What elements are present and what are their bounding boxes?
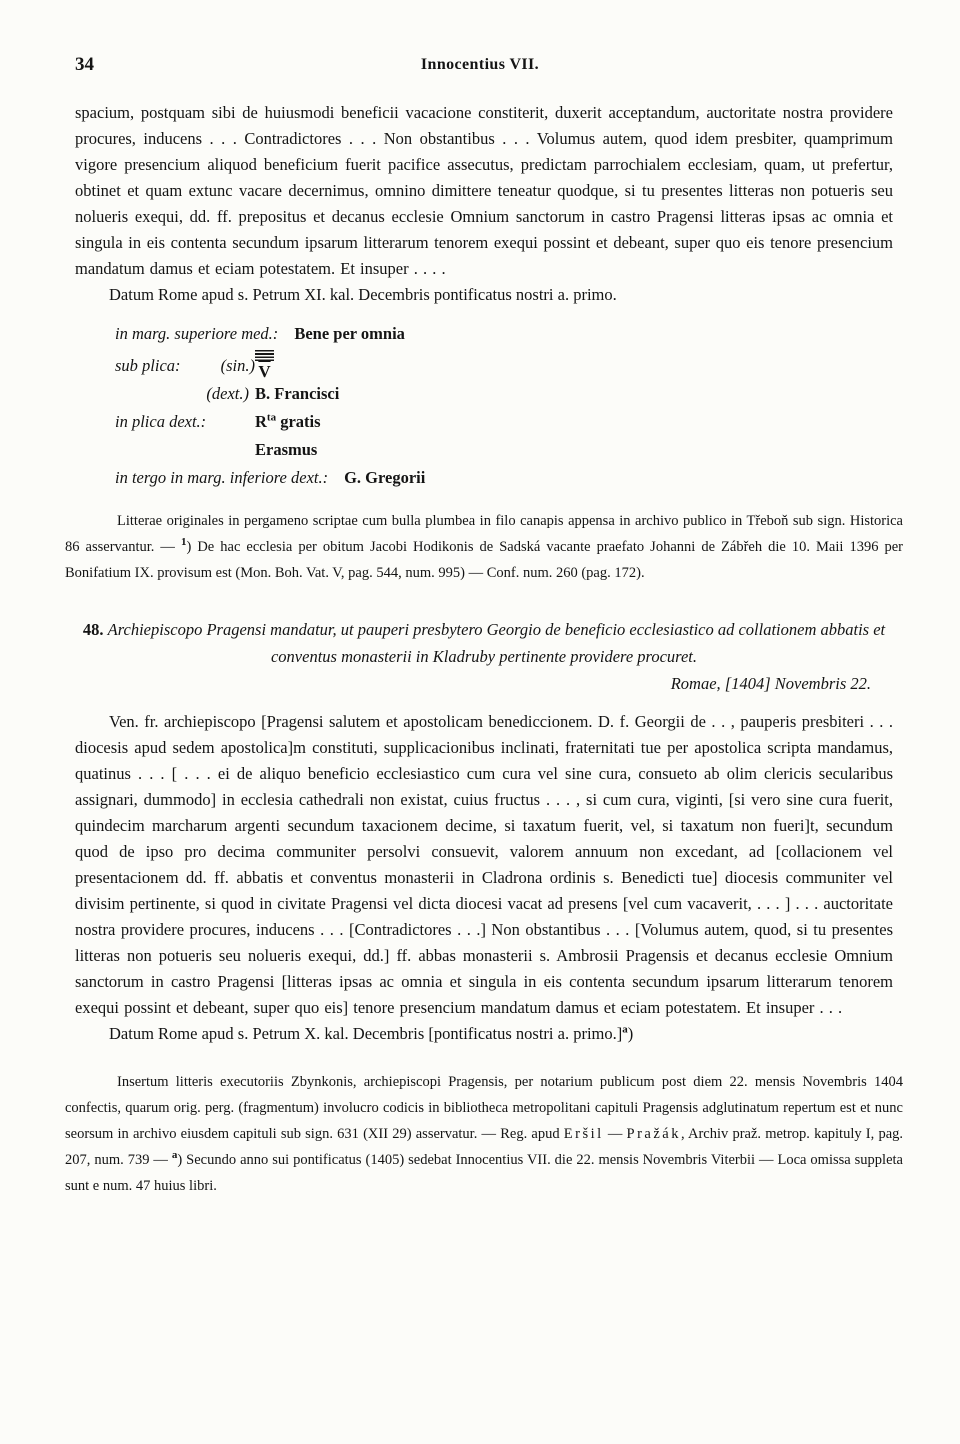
page-number: 34 bbox=[75, 54, 94, 75]
marginalia-value: G. Gregorii bbox=[344, 468, 426, 487]
marginalia-row bbox=[115, 348, 893, 380]
doc48-footnote bbox=[65, 1069, 903, 1199]
doc47-body: spacium, postquam sibi de huiusmodi beneficii vacacione constiterit, duxerit acceptandum, auctoritate nostra providere procures, inducens . . . Contradictores . . . Non obstantibus . . . Volumus autem, quod idem presbiter, quamprimum vigore presencium aliquod beneficium fuerit pacifice assecutus, predictam parrochialem ecclesiam, quam, ut prefertur, obtinet et quam extunc vacare decernimus, omnino dimittere teneatur quodque, si tu presentes litteras non potueris seu nolueris exequi, dd. ff. prepositus et decanus ecclesie Omnium sanctorum in castro Pragensi litteras ipsas ac omnia et singula in eis contenta secundum ipsarum litterarum tenorem exequi possint et debeant, super quo eis tenore presencium mandatum damus et eciam potestatem. Et insuper . . . . bbox=[75, 103, 893, 278]
doc47-marginalia bbox=[115, 320, 893, 492]
marginalia-label bbox=[115, 352, 255, 380]
quadruple-bar-mark-icon bbox=[255, 350, 274, 361]
marginalia-label: in tergo in marg. inferiore dext.: bbox=[115, 468, 329, 487]
doc48-summary bbox=[75, 616, 893, 670]
footnote-text: — bbox=[603, 1126, 627, 1142]
doc47-datum-line: Datum Rome apud s. Petrum XI. kal. Decembris pontificatus nostri a. primo. bbox=[109, 285, 617, 304]
section-summary: Archiepiscopo Pragensi mandatur, ut pauperi presbytero Georgio de beneficio ecclesiastico ad collationem abbatis et conventus monasterii in Kladruby pertinente providere procuret. bbox=[107, 620, 886, 666]
doc48-heading bbox=[75, 616, 893, 697]
author-name: Pražák bbox=[626, 1126, 681, 1142]
marginalia-value: $\overline{V}$ bbox=[258, 362, 271, 381]
footnote-text: ) Secundo anno sui pontificatus (1405) sedebat Innocentius VII. die 22. mensis Novembris Viterbii — Loca omissa suppleta sunt e num. 47 huius libri. bbox=[65, 1152, 903, 1194]
footnote-mark: 1 bbox=[180, 536, 187, 549]
marginalia-row bbox=[115, 408, 893, 436]
marginalia-row bbox=[115, 380, 893, 408]
marginalia-row bbox=[115, 464, 893, 492]
doc48-dateline: Romae, [1404] Novembris 22. bbox=[670, 674, 871, 693]
superscript: ta bbox=[266, 411, 277, 424]
section-number: 48. bbox=[82, 620, 104, 639]
running-header: Innocentius VII. bbox=[420, 56, 540, 73]
marginalia-label-right: (dext.) bbox=[206, 384, 249, 403]
marginalia-label-right: (sin.) bbox=[220, 356, 255, 375]
chancery-sign bbox=[255, 348, 274, 380]
marginalia-label-left: in plica dext.: bbox=[115, 412, 207, 431]
doc48-datum-line bbox=[75, 1021, 893, 1047]
marginalia-value: Bene per omnia bbox=[294, 324, 405, 343]
text-column bbox=[65, 100, 904, 1199]
marginalia-label bbox=[115, 380, 255, 408]
registered-abbrev: R bbox=[255, 412, 267, 431]
doc48-body: Ven. fr. archiepiscopo [Pragensi salutem et apostolicam benediccionem. D. f. Georgii de . . , pauperis presbiteri . . . diocesis apud sedem apostolica]m constituti, supplicacionibus inclinati, fraternitati tue per apostolica scripta mandamus, quatinus . . . [ . . . ei de aliquo beneficio ecclesiastico cum cura vel sine cura, consueto ab olim clericis secularibus assignari, dummodo] in ecclesia cathedrali non existat, cuius fructus . . . , si cum cura, viginti, [si vero sine cura fuerit, quindecim marcharum argenti secundum taxacionem decime, si taxatum fuerit, vel, si taxatum non fueri]t, secundum quod de ipso pro decima communiter persolvi consuevit, valorem annuum non excedant, ad [collacionem vel presentacionem dd. ff. abbatis et conventus monasterii in Cladrona ordinis s. Benedicti tue] diocesis communiter vel divisim pertinente, si quod in civitate Pragensi vel dicta diocesi vacat ad presens [vel cum vacaverit, . . . ] . . . auctoritate nostra providere procures, inducens . . . [Contradictores . . .] Non obstantibus . . . [Volumus autem, quod, si tu presentes litteras non potueris seu nolueris exequi, dd.] ff. abbas monasterii s. Ambrosii Pragensis et decanus ecclesie Omnium sanctorum in castro Pragensi [litteras ipsas ac omnia et singula in eis contenta secundum ipsarum litterarum tenorem exequi possint et debeant, super quo eis] tenore presencium mandatum damus et eciam potestatem. Et insuper . . . bbox=[75, 712, 893, 1017]
marginalia-label: in marg. superiore med.: bbox=[115, 324, 279, 343]
marginalia-value: B. Francisci bbox=[255, 384, 340, 403]
marginalia-row bbox=[115, 320, 893, 348]
datum-text: Datum Rome apud s. Petrum X. kal. Decembris [pontificatus nostri a. primo.] bbox=[109, 1024, 623, 1043]
doc47-footnote bbox=[65, 508, 903, 586]
gratis-note: gratis bbox=[276, 412, 321, 431]
marginalia-label bbox=[115, 408, 255, 436]
footnote-mark: a bbox=[622, 1023, 628, 1036]
marginalia-row bbox=[115, 436, 893, 464]
datum-text: ) bbox=[627, 1024, 634, 1043]
footnote-text: Insertum litteris executoriis Zbynkonis, archiepiscopi Pragensis, per notarium publicum post diem 22. mensis Novembris 1404 confectis, quarum orig. perg. (fragmentum) involucro codicis in bibliotheca metropolitani capituli Pragensis adglutinatum repertum est et nunc seorsum in archivo eiusdem capituli sub sign. 631 (XII 29) asservatur. — Reg. apud bbox=[65, 1074, 903, 1142]
footnote-text: ) De hac ecclesia per obitum Jacobi Hodikonis de Sadská vacante praefato Johanni de Zábřeh die 10. Maii 1396 per Bonifatium IX. provisum est (Mon. Boh. Vat. V, pag. 544, num. 995) — Conf. num. 260 (pag. 172). bbox=[65, 539, 903, 581]
footnote-mark: a bbox=[171, 1149, 178, 1162]
author-name: Eršil bbox=[563, 1126, 604, 1142]
footnote-text: , Archiv praž. metrop. kapituly I, pag. 207, num. 739 — bbox=[65, 1126, 904, 1168]
marginalia-value bbox=[255, 408, 321, 436]
footnote-text: Litterae originales in pergameno scriptae cum bulla plumbea in filo canapis appensa in archivo publico in Třeboň sub sign. Historica 86 asservantur. — bbox=[65, 513, 903, 555]
marginalia-label-left: sub plica: bbox=[115, 356, 181, 375]
marginalia-value: Erasmus bbox=[255, 440, 318, 459]
